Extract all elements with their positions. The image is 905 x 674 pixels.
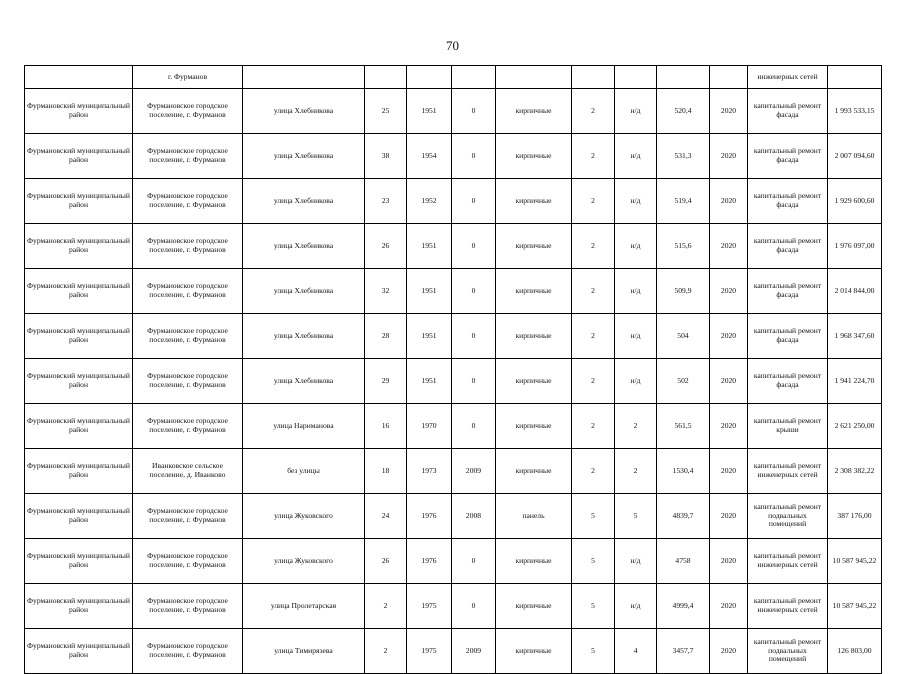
municipality-cell: Фурмановский муниципальный район [25,224,133,269]
entrances-count-cell: н/д [615,314,657,359]
table-row [25,629,882,674]
entrances-count-cell: н/д [615,584,657,629]
municipality-cell: Фурмановский муниципальный район [25,359,133,404]
house-number-cell: 16 [365,404,407,449]
repair-type-cell: капитальный ремонт фасада [748,314,828,359]
repair-registry-table [24,65,882,674]
repair-cost-cell: 126 803,00 [828,629,882,674]
wall-material-cell: кирпичные [496,539,572,584]
total-area-cell: 504 [657,314,710,359]
year-built-cell: 1951 [407,224,452,269]
wall-material-cell: кирпичные [496,584,572,629]
municipality-cell: Фурмановский муниципальный район [25,179,133,224]
planned-year-cell: 2020 [710,89,748,134]
house-number-cell: 26 [365,539,407,584]
floors-count-cell: 2 [572,269,615,314]
house-number-cell: 2 [365,584,407,629]
total-area-cell: 509,9 [657,269,710,314]
table-row [25,449,882,494]
repair-type-cell: капитальный ремонт инженерных сетей [748,584,828,629]
year-built-cell: 1976 [407,494,452,539]
year-overhaul-cell: 0 [452,134,496,179]
total-area-cell: 520,4 [657,89,710,134]
house-number-cell [365,66,407,89]
house-number-cell: 18 [365,449,407,494]
entrances-count-cell: 4 [615,629,657,674]
year-built-cell: 1951 [407,269,452,314]
year-built-cell: 1952 [407,179,452,224]
repair-type-cell: капитальный ремонт крыши [748,404,828,449]
table-row [25,539,882,584]
repair-cost-cell: 2 308 382,22 [828,449,882,494]
house-number-cell: 28 [365,314,407,359]
repair-type-cell: капитальный ремонт инженерных сетей [748,449,828,494]
municipality-cell: Фурмановский муниципальный район [25,269,133,314]
year-overhaul-cell: 2009 [452,449,496,494]
settlement-cell: Фурмановское городское поселение, г. Фурманов [133,89,243,134]
wall-material-cell: кирпичные [496,134,572,179]
repair-type-cell: инженерных сетей [748,66,828,89]
table-row [25,359,882,404]
wall-material-cell: панель [496,494,572,539]
wall-material-cell [496,66,572,89]
year-overhaul-cell: 0 [452,314,496,359]
house-number-cell: 23 [365,179,407,224]
street-cell: улица Хлебникова [243,89,365,134]
street-cell: улица Пролетарская [243,584,365,629]
page-number: 70 [446,38,459,53]
year-built-cell: 1951 [407,314,452,359]
municipality-cell: Фурмановский муниципальный район [25,89,133,134]
total-area-cell: 4839,7 [657,494,710,539]
year-built-cell: 1951 [407,359,452,404]
year-overhaul-cell [452,66,496,89]
repair-cost-cell: 10 587 945,22 [828,584,882,629]
year-overhaul-cell: 0 [452,179,496,224]
floors-count-cell: 2 [572,179,615,224]
total-area-cell [657,66,710,89]
repair-type-cell: капитальный ремонт подвальных помещений [748,494,828,539]
table-row [25,224,882,269]
year-built-cell: 1975 [407,584,452,629]
year-built-cell: 1951 [407,89,452,134]
floors-count-cell [572,66,615,89]
repair-cost-cell: 1 929 600,60 [828,179,882,224]
year-overhaul-cell: 0 [452,224,496,269]
house-number-cell: 2 [365,629,407,674]
planned-year-cell: 2020 [710,134,748,179]
wall-material-cell: кирпичные [496,314,572,359]
street-cell: улица Нариманова [243,404,365,449]
repair-cost-cell: 10 587 945,22 [828,539,882,584]
settlement-cell: Фурмановское городское поселение, г. Фурманов [133,224,243,269]
planned-year-cell: 2020 [710,269,748,314]
repair-type-cell: капитальный ремонт фасада [748,134,828,179]
wall-material-cell: кирпичные [496,224,572,269]
house-number-cell: 29 [365,359,407,404]
repair-cost-cell: 2 014 844,00 [828,269,882,314]
planned-year-cell: 2020 [710,494,748,539]
settlement-cell: Фурмановское городское поселение, г. Фурманов [133,359,243,404]
year-built-cell [407,66,452,89]
entrances-count-cell: н/д [615,359,657,404]
planned-year-cell: 2020 [710,539,748,584]
total-area-cell: 3457,7 [657,629,710,674]
settlement-cell: г. Фурманов [133,66,243,89]
wall-material-cell: кирпичные [496,89,572,134]
street-cell: улица Жуковского [243,494,365,539]
repair-type-cell: капитальный ремонт фасада [748,359,828,404]
municipality-cell: Фурмановский муниципальный район [25,539,133,584]
wall-material-cell: кирпичные [496,269,572,314]
settlement-cell: Фурмановское городское поселение, г. Фурманов [133,269,243,314]
wall-material-cell: кирпичные [496,449,572,494]
year-built-cell: 1954 [407,134,452,179]
year-overhaul-cell: 0 [452,269,496,314]
house-number-cell: 26 [365,224,407,269]
floors-count-cell: 2 [572,359,615,404]
repair-cost-cell: 2 007 094,60 [828,134,882,179]
municipality-cell: Фурмановский муниципальный район [25,134,133,179]
street-cell: улица Жуковского [243,539,365,584]
street-cell [243,66,365,89]
street-cell: улица Хлебникова [243,269,365,314]
street-cell: без улицы [243,449,365,494]
entrances-count-cell: 2 [615,404,657,449]
wall-material-cell: кирпичные [496,359,572,404]
entrances-count-cell: н/д [615,224,657,269]
repair-cost-cell: 1 993 533,15 [828,89,882,134]
entrances-count-cell: 2 [615,449,657,494]
planned-year-cell: 2020 [710,179,748,224]
wall-material-cell: кирпичные [496,179,572,224]
planned-year-cell: 2020 [710,629,748,674]
repair-type-cell: капитальный ремонт фасада [748,269,828,314]
table-row [25,89,882,134]
entrances-count-cell: 5 [615,494,657,539]
year-built-cell: 1976 [407,539,452,584]
settlement-cell: Фурмановское городское поселение, г. Фурманов [133,314,243,359]
municipality-cell: Фурмановский муниципальный район [25,314,133,359]
table-row [25,584,882,629]
street-cell: улица Хлебникова [243,314,365,359]
settlement-cell: Фурмановское городское поселение, г. Фурманов [133,134,243,179]
table-row [25,494,882,539]
year-overhaul-cell: 0 [452,359,496,404]
year-overhaul-cell: 0 [452,404,496,449]
settlement-cell: Фурмановское городское поселение, г. Фурманов [133,539,243,584]
table-row [25,314,882,359]
repair-cost-cell: 1 968 347,60 [828,314,882,359]
total-area-cell: 1530,4 [657,449,710,494]
settlement-cell: Иванковское сельское поселение, д. Иванково [133,449,243,494]
municipality-cell [25,66,133,89]
floors-count-cell: 5 [572,494,615,539]
year-built-cell: 1975 [407,629,452,674]
year-built-cell: 1970 [407,404,452,449]
municipality-cell: Фурмановский муниципальный район [25,494,133,539]
settlement-cell: Фурмановское городское поселение, г. Фурманов [133,584,243,629]
entrances-count-cell: н/д [615,134,657,179]
floors-count-cell: 2 [572,89,615,134]
settlement-cell: Фурмановское городское поселение, г. Фурманов [133,629,243,674]
year-built-cell: 1973 [407,449,452,494]
repair-type-cell: капитальный ремонт фасада [748,179,828,224]
street-cell: улица Хлебникова [243,179,365,224]
house-number-cell: 24 [365,494,407,539]
repair-type-cell: капитальный ремонт инженерных сетей [748,539,828,584]
year-overhaul-cell: 2009 [452,629,496,674]
table-row [25,134,882,179]
total-area-cell: 561,5 [657,404,710,449]
floors-count-cell: 2 [572,224,615,269]
entrances-count-cell: н/д [615,89,657,134]
floors-count-cell: 2 [572,314,615,359]
floors-count-cell: 5 [572,629,615,674]
repair-cost-cell [828,66,882,89]
floors-count-cell: 2 [572,404,615,449]
repair-cost-cell: 1 976 097,00 [828,224,882,269]
year-overhaul-cell: 0 [452,89,496,134]
street-cell: улица Хлебникова [243,224,365,269]
repair-type-cell: капитальный ремонт фасада [748,224,828,269]
street-cell: улица Хлебникова [243,134,365,179]
year-overhaul-cell: 0 [452,584,496,629]
floors-count-cell: 5 [572,584,615,629]
house-number-cell: 25 [365,89,407,134]
total-area-cell: 4758 [657,539,710,584]
wall-material-cell: кирпичные [496,404,572,449]
municipality-cell: Фурмановский муниципальный район [25,629,133,674]
total-area-cell: 515,6 [657,224,710,269]
settlement-cell: Фурмановское городское поселение, г. Фурманов [133,494,243,539]
repair-type-cell: капитальный ремонт подвальных помещений [748,629,828,674]
municipality-cell: Фурмановский муниципальный район [25,404,133,449]
entrances-count-cell: н/д [615,179,657,224]
floors-count-cell: 2 [572,134,615,179]
total-area-cell: 502 [657,359,710,404]
repair-cost-cell: 387 176,00 [828,494,882,539]
planned-year-cell: 2020 [710,224,748,269]
planned-year-cell: 2020 [710,584,748,629]
municipality-cell: Фурмановский муниципальный район [25,449,133,494]
planned-year-cell: 2020 [710,359,748,404]
table-row [25,404,882,449]
total-area-cell: 4999,4 [657,584,710,629]
entrances-count-cell [615,66,657,89]
floors-count-cell: 2 [572,449,615,494]
house-number-cell: 38 [365,134,407,179]
wall-material-cell: кирпичные [496,629,572,674]
table-row [25,269,882,314]
repair-cost-cell: 1 941 224,70 [828,359,882,404]
planned-year-cell: 2020 [710,404,748,449]
planned-year-cell [710,66,748,89]
year-overhaul-cell: 0 [452,539,496,584]
municipality-cell: Фурмановский муниципальный район [25,584,133,629]
street-cell: улица Хлебникова [243,359,365,404]
planned-year-cell: 2020 [710,449,748,494]
table-row [25,179,882,224]
entrances-count-cell: н/д [615,269,657,314]
planned-year-cell: 2020 [710,314,748,359]
street-cell: улица Тимирязева [243,629,365,674]
settlement-cell: Фурмановское городское поселение, г. Фурманов [133,404,243,449]
total-area-cell: 531,3 [657,134,710,179]
settlement-cell: Фурмановское городское поселение, г. Фурманов [133,179,243,224]
repair-type-cell: капитальный ремонт фасада [748,89,828,134]
total-area-cell: 519,4 [657,179,710,224]
repair-cost-cell: 2 621 250,00 [828,404,882,449]
table-row [25,66,882,89]
entrances-count-cell: н/д [615,539,657,584]
floors-count-cell: 5 [572,539,615,584]
house-number-cell: 32 [365,269,407,314]
year-overhaul-cell: 2008 [452,494,496,539]
